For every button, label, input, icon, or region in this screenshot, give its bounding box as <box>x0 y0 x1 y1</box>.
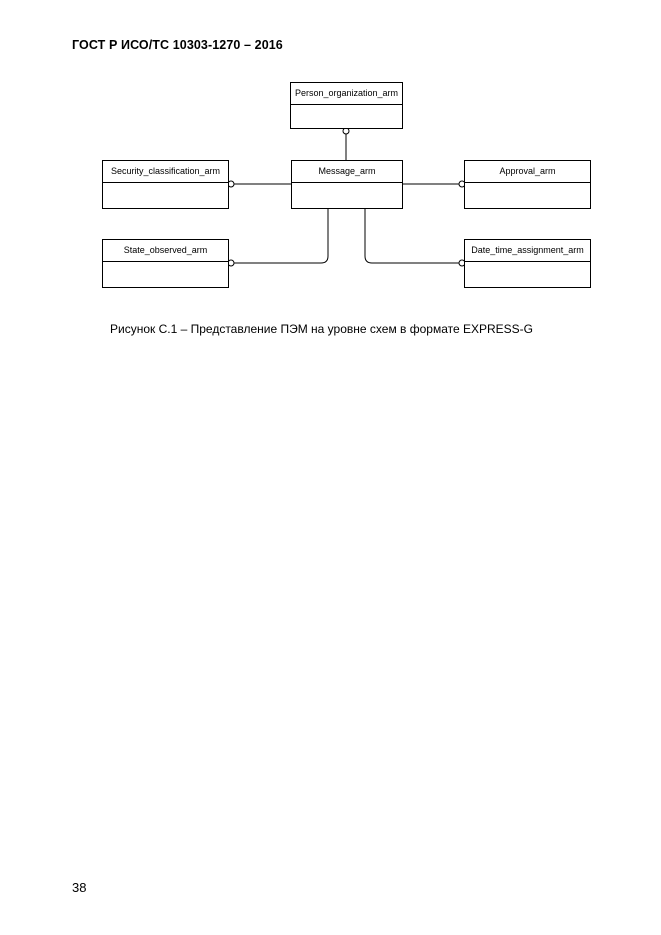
entity-name: Person_organization_arm <box>291 83 402 105</box>
express-g-diagram <box>0 0 661 320</box>
entity-name: Date_time_assignment_arm <box>465 240 590 262</box>
entity-state-observed <box>102 239 229 288</box>
entity-message <box>291 160 403 209</box>
figure-caption: Рисунок С.1 – Представление ПЭМ на уровне схем в формате EXPRESS-G <box>110 322 534 336</box>
entity-name: Message_arm <box>292 161 402 183</box>
document-header: ГОСТ Р ИСО/ТС 10303-1270 – 2016 <box>72 38 283 52</box>
entity-name: Approval_arm <box>465 161 590 183</box>
entity-approval <box>464 160 591 209</box>
entity-security-classification <box>102 160 229 209</box>
relation-line-state-observed <box>234 208 328 263</box>
page-number: 38 <box>72 880 87 895</box>
relation-line-date-time-assignment <box>365 208 459 263</box>
entity-name: Security_classification_arm <box>103 161 228 183</box>
entity-name: State_observed_arm <box>103 240 228 262</box>
entity-person-organization <box>290 82 403 129</box>
entity-date-time-assignment <box>464 239 591 288</box>
